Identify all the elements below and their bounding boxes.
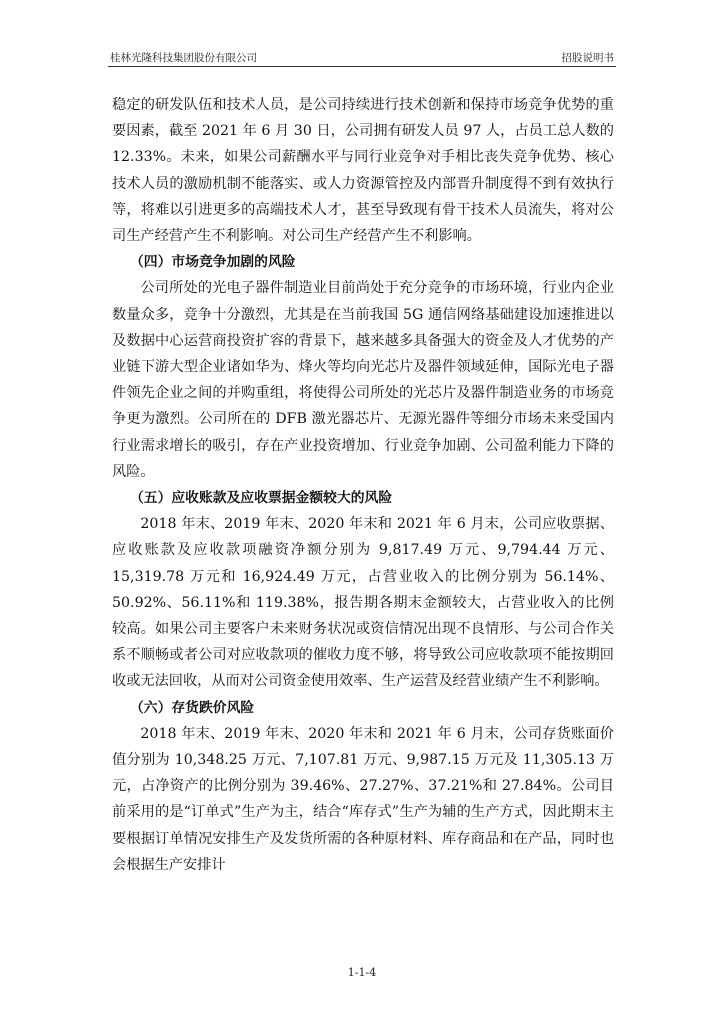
heading-inventory-risk: （六）存货跌价风险: [130, 699, 255, 716]
paragraph-receivables: 2018 年末、2019 年末、2020 年末和 2021 年 6 月末，公司应收票据、应收账款及应收款项融资净额分别为 9,817.49 万元、9,794.44 万元、15,319.78 万元和 16,924.49 万元，占营业收入的比例分别为 56.14%、50.92%、56.11%和 119.38%，报告期各期末金额较大，占营业收入的比例较高。如果公司主要客户未来财务状况或资信情况出现不良情形、与公司合作关系不顺畅或者公司对应收款项的催收力度不够，将导致公司应收款项不能按期回收或无法回收，从而对公司资金使用效率、生产运营及经营业绩产生不利影响。: [112, 516, 614, 690]
heading-receivables-risk: （五）应收账款及应收票据金额较大的风险: [130, 490, 393, 507]
paragraph-inventory: 2018 年末、2019 年末、2020 年末和 2021 年 6 月末，公司存货账面价值分别为 10,348.25 万元、7,107.81 万元、9,987.15 万元及 11,305.13 万元，占净资产的比例分别为 39.46%、27.27%、37.21%和 27.84%。公司目前采用的是“订单式”生产为主，结合“库存式”生产为辅的生产方式，因此期末主要根据订单情况安排生产及发货所需的各种原材料、库存商品和在产品，同时也会根据生产安排计: [112, 725, 614, 873]
paragraph-market-competition: 公司所处的光电子器件制造业目前尚处于充分竞争的市场环境，行业内企业数量众多，竞争十分激烈，尤其是在当前我国 5G 通信网络基础建设加速推进以及数据中心运营商投资扩容的背景下，越来越多具备强大的资金及人才优势的产业链下游大型企业诸如华为、烽火等均向光芯片及器件领域延伸，国际光电子器件领先企业之间的并购重组，将使得公司所处的光芯片及器件制造业务的市场竞争更为激烈。公司所在的 DFB 激光器芯片、无源光器件等细分市场未来受国内行业需求增长的吸引，存在产业投资增加、行业竞争加剧、公司盈利能力下降的风险。: [112, 280, 614, 480]
header-divider: [108, 66, 616, 67]
paragraph-rd-staff: 稳定的研发队伍和技术人员，是公司持续进行技术创新和保持市场竞争优势的重要因素，截至 2021 年 6 月 30 日，公司拥有研发人员 97 人，占员工总人数的 12.33%。未来，如果公司薪酬水平与同行业竞争对手相比丧失竞争优势、核心技术人员的激励机制不能落实、或人力资源管控及内部晋升制度得不到有效执行等，将难以引进更多的高端技术人才，甚至导致现有骨干技术人员流失，将对公司生产经营产生不利影响。对公司生产经营产生不利影响。: [112, 97, 614, 245]
page-number: 1-1-4: [347, 966, 377, 979]
header-company-name: 桂林光隆科技集团股份有限公司: [110, 52, 257, 64]
header-document-type: 招股说明书: [561, 52, 614, 64]
document-body: [112, 92, 614, 878]
heading-market-competition-risk: （四）市场竞争加剧的风险: [130, 254, 296, 271]
